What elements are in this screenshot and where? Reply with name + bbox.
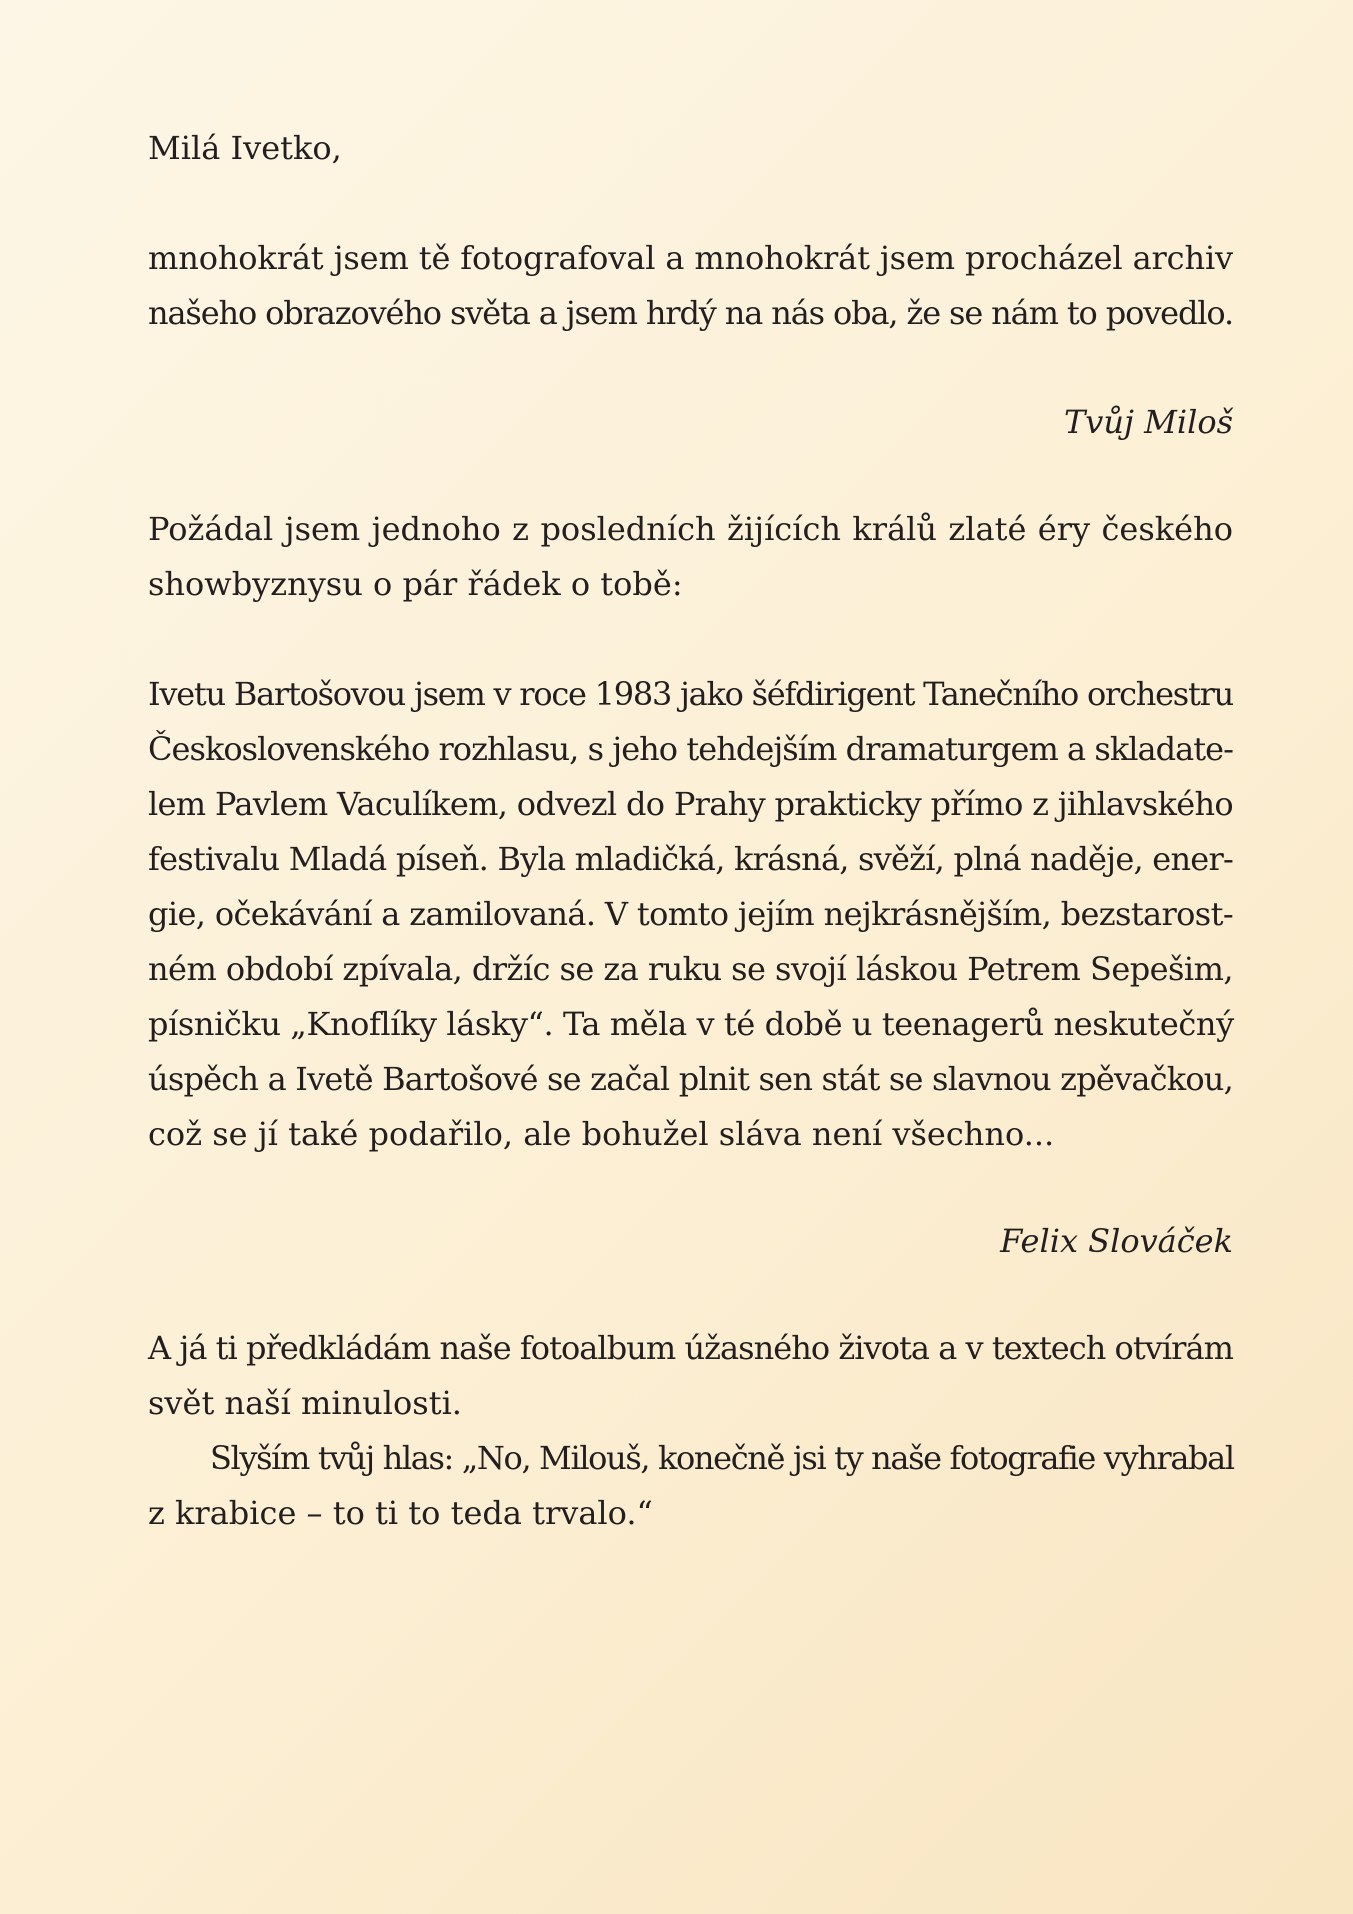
signature-milos: Tvůj Miloš — [1063, 403, 1233, 441]
paragraph-album — [148, 1321, 1233, 1431]
signature-felix: Felix Slováček — [1000, 1222, 1233, 1260]
text-line: festivalu Mladá píseň. Byla mladičká, krásná, svěží, plná naděje, ener- — [148, 840, 1234, 878]
paragraph-intro — [148, 231, 1233, 341]
text-line: lem Pavlem Vaculíkem, odvezl do Prahy prakticky přímo z jihlavského — [148, 785, 1234, 823]
greeting — [148, 121, 1233, 176]
text-line: ném období zpívala, držíc se za ruku se svojí láskou Petrem Sepešim, — [148, 950, 1234, 988]
text-line: gie, očekávání a zamilovaná. V tomto jejím nejkrásnějším, bezstarost- — [148, 895, 1234, 933]
text-line: A já ti předkládám naše fotoalbum úžasného života a v textech otvírám — [148, 1329, 1234, 1367]
text-line: mnohokrát jsem tě fotografoval a mnohokrát jsem procházel archiv — [148, 239, 1233, 277]
paragraph-request — [148, 502, 1233, 612]
quote-paragraph — [148, 667, 1233, 1162]
text-line: Ivetu Bartošovou jsem v roce 1983 jako šéfdirigent Tanečního orchestru — [148, 675, 1234, 713]
text-line: z krabice – to ti to teda trvalo.“ — [148, 1494, 653, 1532]
text-line: našeho obrazového světa a jsem hrdý na nás oba, že se nám to povedlo. — [148, 294, 1234, 332]
text-line: Požádal jsem jednoho z posledních žijících králů zlaté éry českého — [148, 510, 1233, 548]
text-line: Československého rozhlasu, s jeho tehdejším dramaturgem a skladate- — [148, 730, 1234, 768]
paragraph-voice — [148, 1431, 1233, 1541]
text-line: svět naší minulosti. — [148, 1384, 462, 1422]
text-line: písničku „Knoflíky lásky“. Ta měla v té době u teenagerů neskutečný — [148, 1005, 1234, 1043]
text-line: Slyším tvůj hlas: „No, Milouš, konečně jsi ty naše fotografie vyhrabal — [210, 1439, 1234, 1477]
text-line: úspěch a Ivetě Bartošové se začal plnit sen stát se slavnou zpěvačkou, — [148, 1060, 1234, 1098]
text-line: což se jí také podařilo, ale bohužel sláva není všechno... — [148, 1115, 1055, 1153]
text-line: showbyznysu o pár řádek o tobě: — [148, 565, 683, 603]
greeting-line: Milá Ivetko, — [148, 129, 342, 167]
